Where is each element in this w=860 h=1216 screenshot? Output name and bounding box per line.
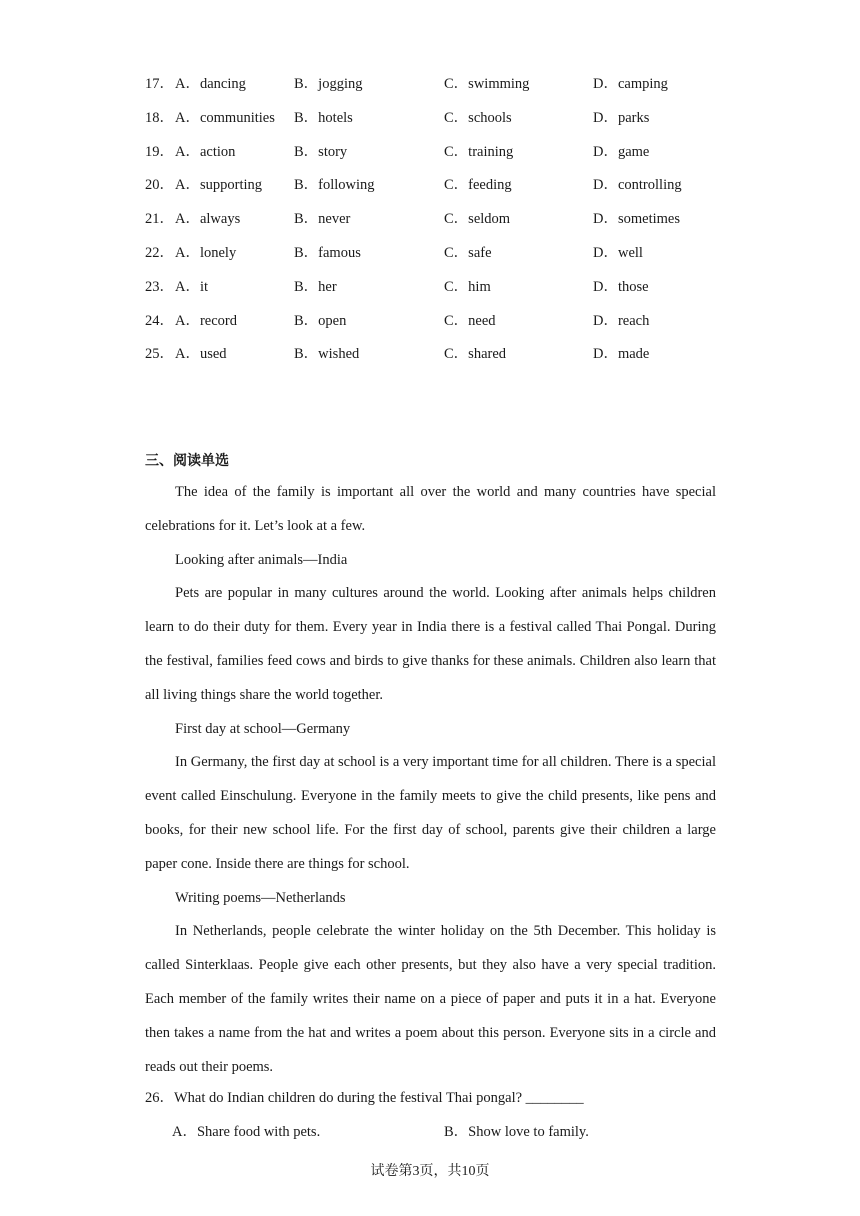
option-a: A．supporting: [175, 177, 262, 194]
option-b: B．never: [294, 211, 351, 228]
passage-subheading: First day at school—Germany: [175, 720, 351, 737]
option-a: A．always: [175, 211, 241, 228]
choice-row: [145, 342, 745, 376]
question-number: 18．: [145, 109, 174, 126]
option-b: B．wished: [294, 346, 360, 363]
question-number: 20．: [145, 177, 174, 194]
option-b: B．open: [294, 312, 347, 329]
choice-row: [145, 173, 745, 207]
section-title: 三、阅读单选: [145, 453, 229, 469]
option-c: C．seldom: [444, 211, 511, 228]
question-number: 19．: [145, 143, 174, 160]
option-d: D．reach: [593, 312, 650, 329]
option-d: D．well: [593, 244, 643, 261]
option-c: C．shared: [444, 346, 507, 363]
option-c: C．safe: [444, 244, 492, 261]
option-d: D．parks: [593, 109, 650, 126]
option-b: B．story: [294, 143, 348, 160]
question-number: 25．: [145, 346, 174, 363]
choice-row: [145, 275, 745, 309]
option-d: D．controlling: [593, 177, 682, 194]
passage-subheading: Looking after animals—India: [175, 551, 348, 568]
option-c: C．feeding: [444, 177, 512, 194]
question-number: 23．: [145, 278, 174, 295]
passage-paragraph: In Germany, the first day at school is a very important time for all children. There is a special event called Einschulung. Everyone in the family meets to give the child presents, like pens and books, for their new school life. For the first day of school, parents give their children a large paper cone. Inside there are things for school.: [145, 754, 716, 872]
option-a: A．record: [175, 312, 238, 329]
option-a: A．communities: [175, 109, 275, 126]
option-d: D．made: [593, 346, 650, 363]
choice-row: [145, 72, 745, 106]
question-26: 26．What do Indian children do during the festival Thai pongal? ________: [145, 1090, 584, 1106]
option-a: A．lonely: [175, 244, 237, 261]
question-number: 24．: [145, 312, 174, 329]
option-d: D．sometimes: [593, 211, 680, 228]
reading-passage: [145, 476, 716, 1084]
option-b: B．following: [294, 177, 375, 194]
option-c: C．schools: [444, 109, 512, 126]
choice-list: [145, 72, 745, 376]
passage-paragraph: The idea of the family is important all over the world and many countries have special celebrations for it. Let’s look at a few.: [145, 484, 716, 534]
option-b: B．her: [294, 278, 337, 295]
option-b: B．jogging: [294, 76, 363, 92]
question-number: 22．: [145, 244, 174, 261]
choice-row: [145, 241, 745, 275]
passage-paragraph: Pets are popular in many cultures around the world. Looking after animals helps children learn to do their duty for them. Every year in India there is a festival called Thai Pongal. During the festival, families feed cows and birds to give thanks for these animals. Children also learn that all living things share the world together.: [145, 585, 716, 703]
option-b: B．famous: [294, 244, 361, 261]
question-number: 21．: [145, 211, 174, 228]
option-d: D．camping: [593, 76, 668, 92]
option-c: C．need: [444, 312, 496, 329]
passage-paragraph: In Netherlands, people celebrate the winter holiday on the 5th December. This holiday is called Sinterklaas. People give each other presents, but they also have a very special tradition. Each member of the family writes their name on a piece of paper and puts it in a hat. Everyone then takes a name from the hat and writes a poem about this person. Everyone sits in a circle and reads out their poems.: [145, 923, 716, 1075]
choice-row: [145, 207, 745, 241]
question-number: 17．: [145, 76, 174, 92]
option-a: A．action: [175, 143, 236, 160]
option-c: C．swimming: [444, 76, 530, 92]
option-a: A．Share food with pets.: [172, 1124, 321, 1140]
option-a: A．dancing: [175, 76, 246, 92]
option-d: D．those: [593, 278, 649, 295]
option-c: C．him: [444, 278, 491, 295]
option-a: A．it: [175, 278, 209, 295]
option-b: B．Show love to family.: [444, 1124, 589, 1140]
option-b: B．hotels: [294, 109, 353, 126]
option-c: C．training: [444, 143, 514, 160]
page-footer: 试卷第3页，共10页: [370, 1164, 490, 1179]
choice-row: [145, 106, 745, 140]
choice-row: [145, 309, 745, 343]
choice-row: [145, 140, 745, 174]
option-d: D．game: [593, 143, 650, 160]
option-a: A．used: [175, 346, 227, 363]
passage-subheading: Writing poems—Netherlands: [175, 889, 346, 906]
